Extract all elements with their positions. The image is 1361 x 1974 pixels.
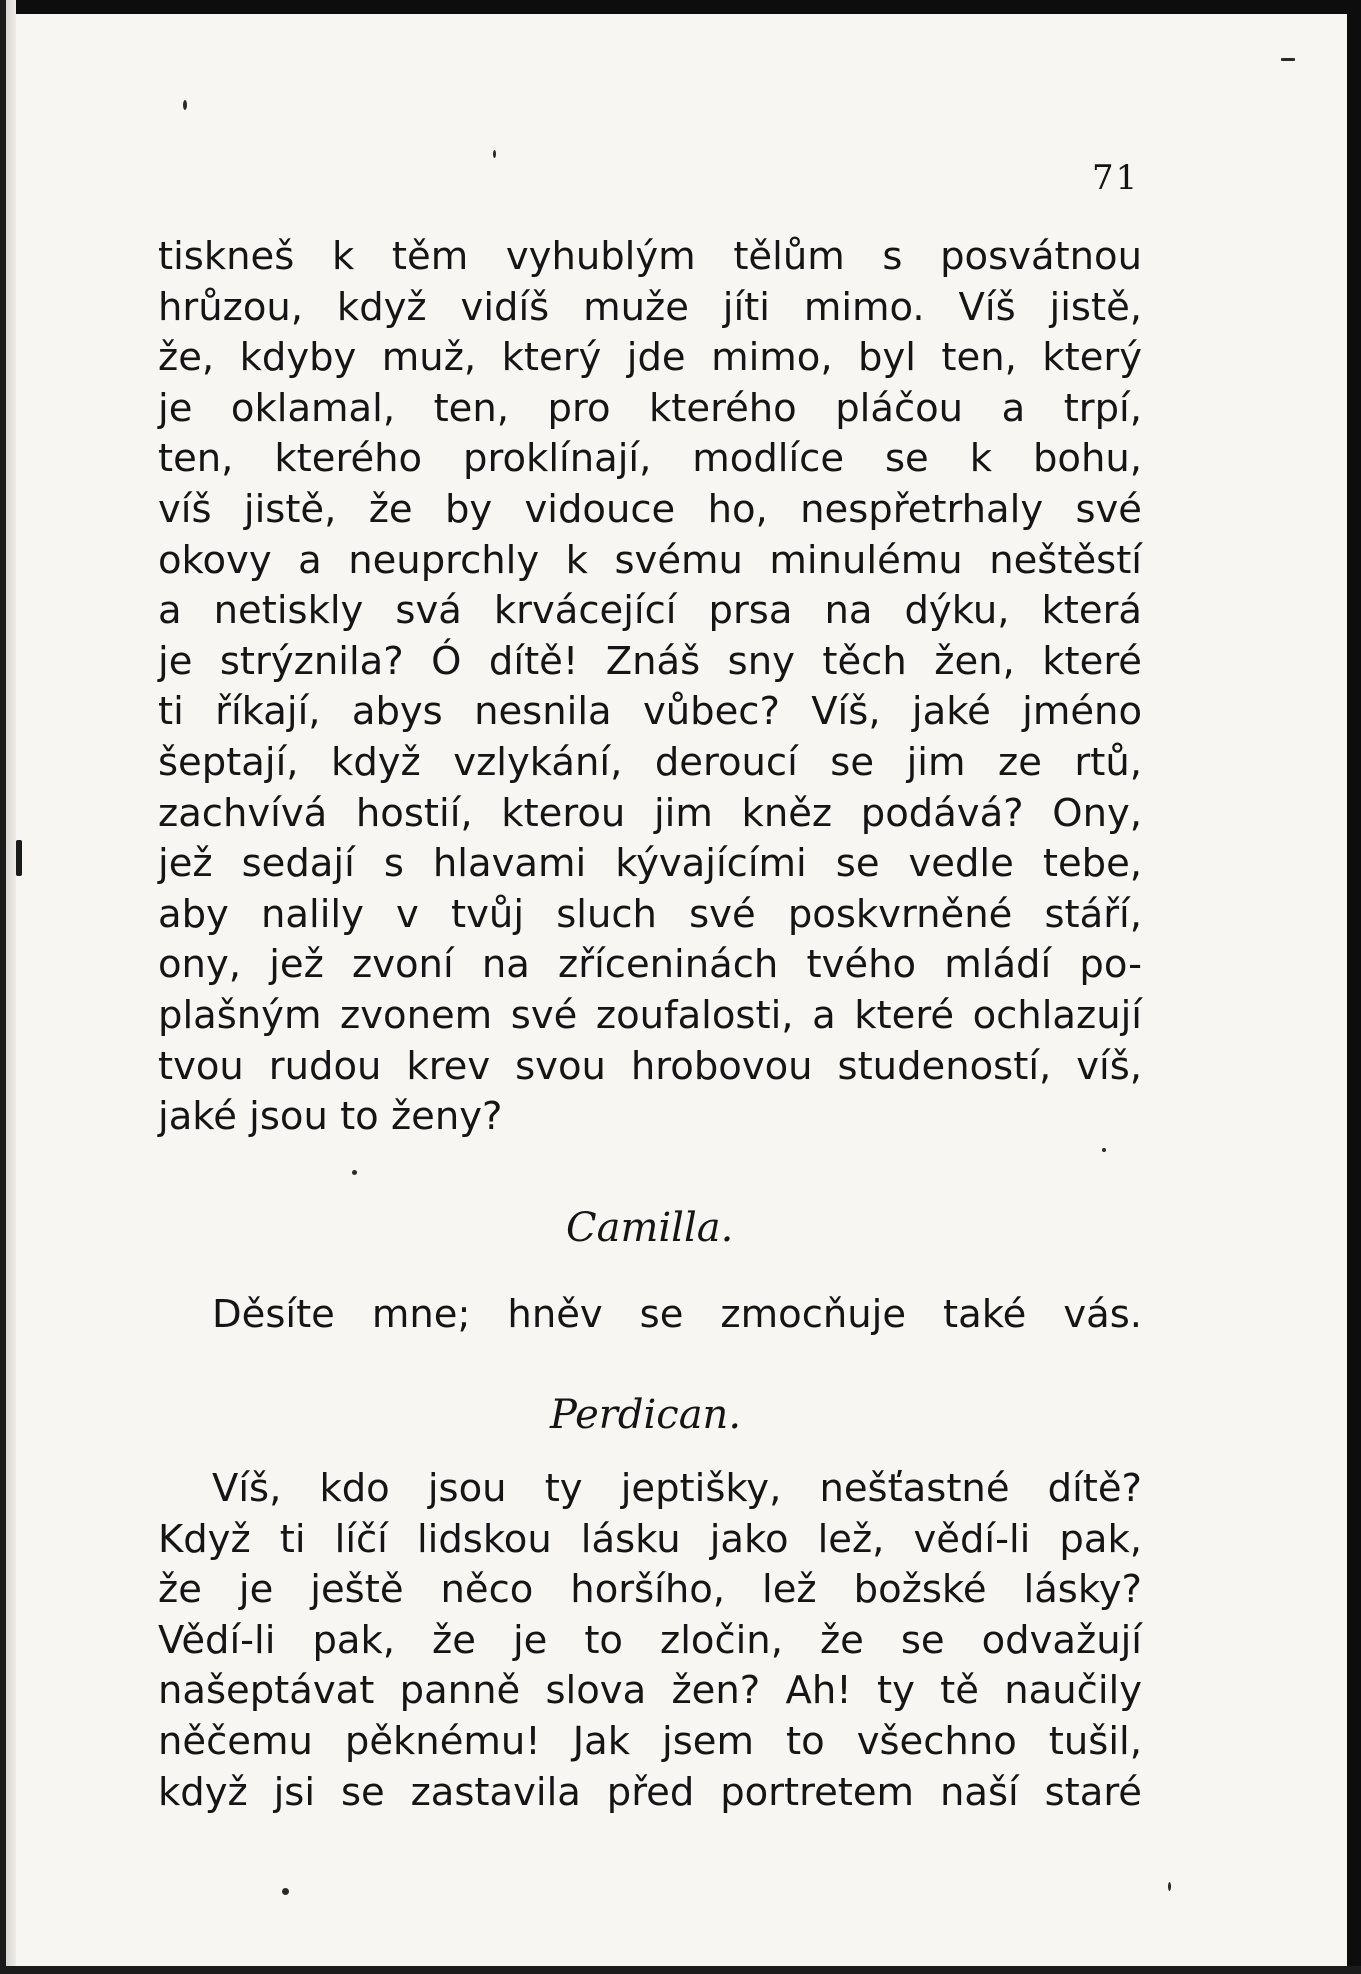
passage-line: našeptávat panně slova žen? Ah! ty tě naučily [158,1668,1142,1714]
passage-line: plašným zvonem své zoufalosti, a které ochlazují [158,992,1142,1038]
scan-speck [183,100,187,110]
passage-line: když jsi se zastavila před portretem naší staré [158,1769,1142,1815]
speaker-name-camilla: Camilla. [566,1205,734,1251]
passage-line: šeptají, když vzlykání, deroucí se jim ze rtů, [158,739,1142,785]
speaker-name-perdican: Perdican. [550,1392,742,1438]
scan-speck [16,840,22,876]
passage-line: aby nalily v tvůj sluch své poskvrněné stáří, [158,891,1142,937]
passage-line: ony, jež zvoní na zříceninách tvého mládí po- [158,942,1142,988]
scan-speck [352,1170,357,1175]
passage-line: ti říkají, abys nesnila vůbec? Víš, jaké jméno [158,689,1142,735]
passage-line: zachvívá hostií, kterou jim kněz podává? Ony, [158,790,1142,836]
passage-line: Když ti líčí lidskou lásku jako lež, vědí-li pak, [158,1516,1142,1562]
passage-line: je oklamal, ten, pro kterého pláčou a trpí, [158,385,1142,431]
passage-line: Víš, kdo jsou ty jeptišky, nešťastné dítě? [212,1466,1142,1511]
passage-line: jež sedají s hlavami kývajícími se vedle tebe, [158,841,1142,887]
passage-line: tvou rudou krev svou hrobovou studeností, víš, [158,1043,1142,1089]
passage-line: jaké jsou to ženy? [158,1094,503,1140]
passage-line: a netiskly svá krvácející prsa na dýku, která [158,588,1142,634]
passage-line: ten, kterého proklínají, modlíce se k bohu, [158,436,1142,482]
scan-speck [493,150,496,158]
passage-line: že je ještě něco horšího, lež božské lásky? [158,1567,1142,1613]
scan-edge-bottom [0,1966,1361,1974]
scan-edge-top [0,0,1361,14]
speech-camilla: Děsíte mne; hněv se zmocňuje také vás. [212,1292,1142,1337]
passage-line: něčemu pěknému! Jak jsem to všechno tušil, [158,1718,1142,1764]
scan-edge-right [1347,0,1361,1974]
passage-1 [158,232,1142,1143]
scan-edge-left [0,0,16,1974]
page-number: 71 [1092,158,1140,198]
scan-speck [1102,1148,1106,1152]
passage-line: okovy a neuprchly k svému minulému neštěstí [158,537,1142,583]
scan-speck [1168,1882,1171,1891]
passage-line: Vědí-li pak, že je to zločin, že se odvažují [158,1617,1142,1663]
passage-line: víš jistě, že by vidouce ho, nespřetrhaly své [158,486,1142,532]
passage-line: je strýznila? Ó dítě! Znáš sny těch žen, které [158,638,1142,684]
scan-speck [282,1888,289,1895]
passage-2 [158,1464,1142,1818]
passage-line: hrůzou, když vidíš muže jíti mimo. Víš jistě, [158,284,1142,330]
passage-line: tiskneš k těm vyhublým tělům s posvátnou [158,234,1142,279]
scan-speck [1281,58,1295,61]
passage-line: že, kdyby muž, který jde mimo, byl ten, který [158,335,1142,381]
